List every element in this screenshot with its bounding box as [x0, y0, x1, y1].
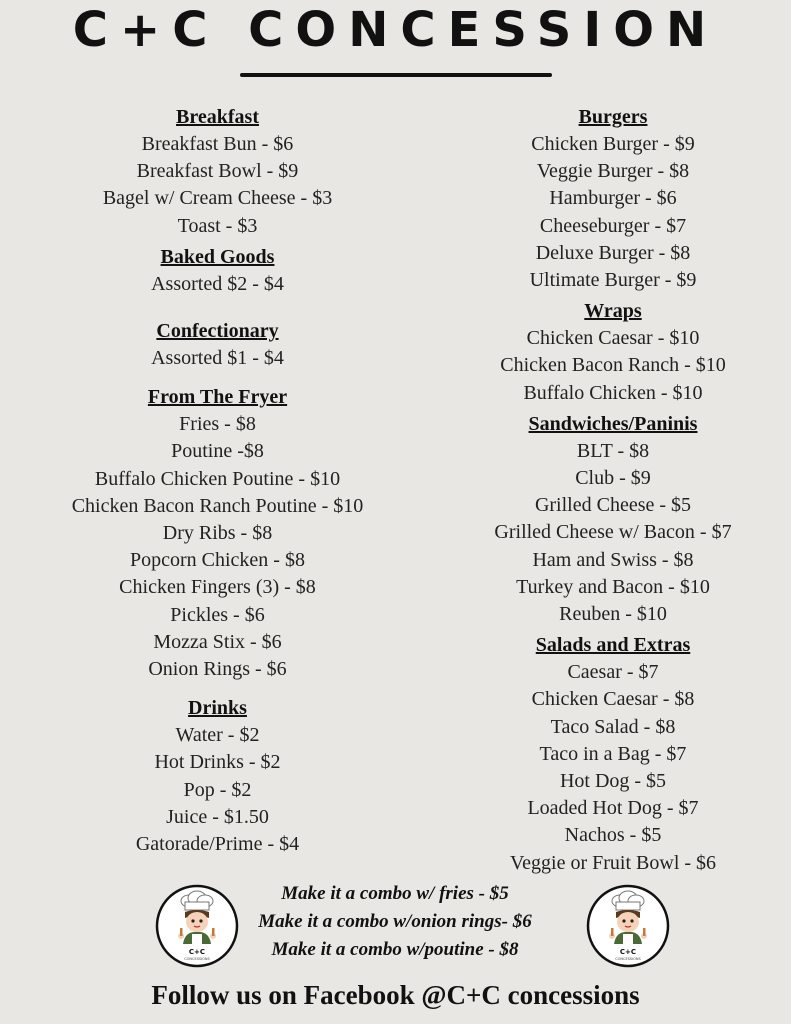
- menu-item: Popcorn Chicken - $8: [130, 549, 305, 572]
- menu-item: Loaded Hot Dog - $7: [527, 797, 699, 820]
- menu-item: Chicken Caesar - $8: [531, 688, 695, 711]
- section-heading: From The Fryer: [147, 386, 288, 409]
- menu-item: Chicken Burger - $9: [531, 133, 695, 155]
- combo-line: Make it a combo w/onion rings- $6: [258, 911, 532, 932]
- menu-item: Cheeseburger - $7: [539, 214, 687, 237]
- combo-line: Make it a combo w/ fries - $5: [281, 883, 509, 904]
- menu-item: Veggie Burger - $8: [536, 160, 690, 183]
- menu-item: Breakfast Bun - $6: [141, 133, 294, 155]
- section-burgers: [418, 104, 791, 294]
- section-sandwiches-paninis: [418, 411, 791, 628]
- menu-item: Pop - $2: [183, 778, 252, 801]
- menu-item: BLT - $8: [576, 439, 650, 462]
- menu-item: Hamburger - $6: [549, 187, 677, 210]
- menu-item: Nachos - $5: [564, 824, 662, 847]
- menu-item: Chicken Caesar - $10: [526, 327, 700, 350]
- menu-item: Taco Salad - $8: [550, 715, 676, 738]
- section-heading: Salads and Extras: [535, 634, 691, 657]
- menu-item: Gatorade/Prime - $4: [135, 833, 300, 856]
- menu-item: Chicken Bacon Ranch - $10: [500, 354, 726, 377]
- logo-subtext: CONCESSIONS: [184, 957, 210, 961]
- section-heading: Baked Goods: [160, 245, 275, 268]
- menu-item: Chicken Fingers (3) - $8: [119, 576, 316, 599]
- combo-offers: [200, 880, 590, 964]
- menu-item: Toast - $3: [177, 214, 258, 237]
- menu-item: Bagel w/ Cream Cheese - $3: [102, 187, 333, 210]
- section-from-the-fryer: [20, 384, 415, 683]
- menu-item: Taco in a Bag - $7: [539, 742, 687, 765]
- menu-item: Buffalo Chicken - $10: [523, 381, 703, 404]
- section-salads-and-extras: [418, 632, 791, 877]
- menu-item: Fries - $8: [179, 413, 256, 436]
- section-heading: Sandwiches/Paninis: [528, 412, 698, 435]
- section-heading: Drinks: [188, 697, 247, 720]
- chef-mascot-icon: [586, 884, 670, 968]
- title-underline: [240, 73, 552, 77]
- footer-social: Follow us on Facebook @C+C concessions: [151, 980, 640, 1010]
- menu-item: Mozza Stix - $6: [153, 630, 282, 653]
- logo-text: C+C: [188, 948, 206, 956]
- menu-item: Water - $2: [175, 724, 260, 747]
- menu-item: Grilled Cheese w/ Bacon - $7: [494, 521, 732, 544]
- menu-item: Ham and Swiss - $8: [532, 548, 694, 571]
- logo-subtext: CONCESSIONS: [615, 957, 641, 961]
- section-drinks: [20, 695, 415, 858]
- section-heading: Wraps: [584, 300, 642, 323]
- menu-item: Buffalo Chicken Poutine - $10: [94, 467, 341, 490]
- menu-item: Deluxe Burger - $8: [535, 241, 691, 264]
- section-wraps: [418, 298, 791, 407]
- menu-item: Pickles - $6: [170, 603, 265, 626]
- menu-item: Ultimate Burger - $9: [529, 269, 697, 292]
- section-heading: Breakfast: [176, 106, 259, 128]
- section-breakfast: [20, 104, 415, 240]
- menu-item: Reuben - $10: [559, 603, 667, 626]
- menu-item: Assorted $2 - $4: [151, 272, 284, 295]
- menu-item: Turkey and Bacon - $10: [516, 575, 710, 598]
- menu-item: Veggie or Fruit Bowl - $6: [509, 851, 717, 874]
- menu-item: Hot Dog - $5: [559, 770, 667, 793]
- menu-item: Dry Ribs - $8: [162, 522, 273, 545]
- menu-right-column: [418, 100, 791, 877]
- section-heading: Confectionary: [156, 320, 279, 343]
- menu-item: Chicken Bacon Ranch Poutine - $10: [71, 494, 364, 517]
- menu-item: Grilled Cheese - $5: [534, 494, 692, 517]
- logo-text: C+C: [619, 948, 637, 956]
- menu-item: Assorted $1 - $4: [151, 347, 284, 370]
- section-confectionary: [20, 318, 415, 372]
- menu-item: Onion Rings - $6: [148, 658, 287, 681]
- menu-item: Club - $9: [575, 467, 651, 490]
- section-heading: Burgers: [578, 106, 648, 128]
- menu-item: Caesar - $7: [567, 661, 659, 684]
- menu-item: Breakfast Bowl - $9: [136, 160, 299, 183]
- page-title: C+C CONCESSION: [72, 2, 719, 58]
- menu-item: Juice - $1.50: [166, 805, 269, 828]
- menu-left-column: [20, 100, 415, 858]
- combo-line: Make it a combo w/poutine - $8: [271, 939, 519, 960]
- menu-item: Poutine -$8: [171, 440, 264, 463]
- section-baked-goods: [20, 244, 415, 298]
- menu-item: Hot Drinks - $2: [154, 751, 281, 774]
